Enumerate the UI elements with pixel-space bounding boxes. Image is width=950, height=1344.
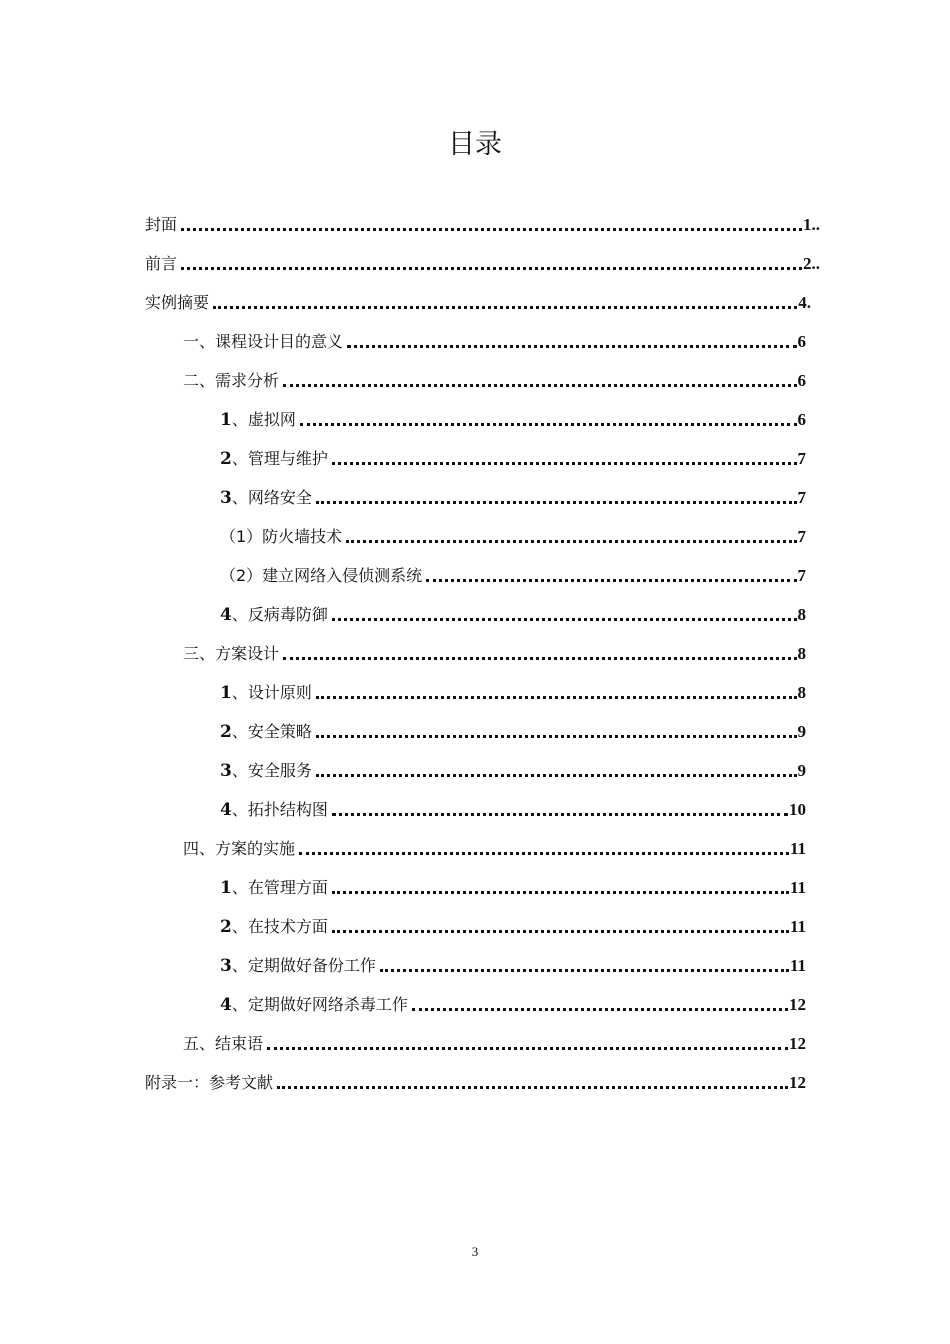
toc-entry-text: 、安全策略 — [231, 722, 312, 741]
toc-entry-number: 2 — [220, 449, 232, 469]
toc-entry[interactable] — [220, 484, 806, 508]
toc-entry-text: 附录一：参考文献 — [145, 1073, 274, 1092]
toc-entry-page: 6 — [797, 410, 806, 429]
toc-entry-label — [145, 293, 213, 313]
toc-entry-label — [145, 215, 181, 235]
toc-leader-dots — [277, 1086, 788, 1089]
toc-entry[interactable] — [220, 874, 806, 898]
toc-entry-label — [220, 995, 412, 1015]
toc-entry-label — [220, 800, 332, 820]
toc-leader-dots — [332, 618, 797, 621]
toc-leader-dots — [283, 657, 796, 660]
toc-entry-text: 、在技术方面 — [231, 917, 328, 936]
toc-entry[interactable] — [220, 679, 806, 703]
toc-leader-dots — [213, 306, 797, 309]
toc-entry-page: 1.. — [803, 215, 820, 234]
toc-entry-text: 、在管理方面 — [231, 878, 328, 897]
toc-entry-page: 8 — [797, 683, 806, 702]
toc-entry-label — [220, 410, 300, 430]
toc-entry-page: 7 — [797, 449, 806, 468]
toc-entry-label — [220, 566, 426, 586]
toc-entry[interactable] — [220, 718, 806, 742]
toc-entry-page: 11 — [789, 956, 806, 975]
toc-entry-number: 3 — [220, 761, 232, 781]
toc-entry[interactable] — [220, 991, 806, 1015]
toc-entry-label — [183, 1034, 267, 1054]
toc-entry-page: 9 — [797, 761, 806, 780]
toc-entry-text: 、网络安全 — [231, 488, 312, 507]
toc-entry[interactable] — [183, 835, 806, 859]
page-title: 目录 — [448, 129, 502, 160]
toc-entry-text: 、设计原则 — [231, 683, 312, 702]
toc-entry-text: 五、结束语 — [183, 1034, 264, 1053]
toc-entry[interactable] — [145, 1069, 806, 1093]
toc-entry-page: 4. — [798, 293, 811, 312]
toc-leader-dots — [332, 462, 797, 465]
toc-entry-page: 11 — [789, 839, 806, 858]
toc-entry-label — [220, 878, 332, 898]
toc-entry-page: 8 — [797, 605, 806, 624]
toc-entry[interactable] — [145, 289, 811, 313]
toc-entry-text: （1）防火墙技术 — [220, 527, 343, 546]
toc-entry-page: 11 — [789, 878, 806, 897]
toc-entry-text: 、安全服务 — [231, 761, 312, 780]
toc-entry-label — [220, 917, 332, 937]
toc-entry-page: 6 — [797, 371, 806, 390]
toc-entry-text: 、虚拟网 — [231, 410, 296, 429]
toc-entry-page: 6 — [797, 332, 806, 351]
toc-entry-text: 、管理与维护 — [231, 449, 328, 468]
toc-leader-dots — [299, 852, 789, 855]
toc-entry[interactable] — [220, 796, 806, 820]
toc-entry-text: 、反病毒防御 — [231, 605, 328, 624]
toc-entry[interactable] — [183, 367, 806, 391]
toc-entry-label — [220, 527, 346, 547]
toc-entry-number: 1 — [220, 410, 232, 430]
toc-entry-text: 四、方案的实施 — [183, 839, 296, 858]
toc-entry-page: 12 — [789, 1073, 806, 1092]
toc-entry-text: （2）建立网络入侵侦测系统 — [220, 566, 423, 585]
toc-entry-label — [220, 683, 316, 703]
toc-entry-number: 4 — [220, 800, 232, 820]
toc-leader-dots — [283, 384, 796, 387]
toc-leader-dots — [380, 969, 789, 972]
toc-leader-dots — [181, 267, 802, 270]
toc-entry[interactable] — [145, 250, 820, 274]
toc-entry-page: 8 — [797, 644, 806, 663]
toc-leader-dots — [346, 540, 796, 543]
toc-entry-number: 4 — [220, 995, 232, 1015]
toc-leader-dots — [316, 501, 797, 504]
toc-entry[interactable] — [220, 523, 806, 547]
toc-leader-dots — [316, 774, 797, 777]
toc-entry[interactable] — [183, 1030, 806, 1054]
toc-entry-page: 7 — [797, 566, 806, 585]
toc-entry-text: 实例摘要 — [145, 293, 210, 312]
toc-entry-label — [220, 956, 380, 976]
toc-entry-text: 、拓扑结构图 — [231, 800, 328, 819]
toc-leader-dots — [316, 696, 797, 699]
toc-entry-number: 1 — [220, 878, 232, 898]
toc-entry[interactable] — [220, 601, 806, 625]
toc-entry-label — [220, 449, 332, 469]
toc-entry-label — [220, 722, 316, 742]
toc-entry-text: 二、需求分析 — [183, 371, 280, 390]
toc-leader-dots — [426, 579, 796, 582]
toc-leader-dots — [300, 423, 797, 426]
page-number: 3 — [471, 1244, 479, 1259]
toc-entry-label — [145, 254, 181, 274]
toc-entry[interactable] — [220, 757, 806, 781]
toc-leader-dots — [267, 1047, 788, 1050]
toc-entry-label — [183, 644, 283, 664]
toc-entry-text: 三、方案设计 — [183, 644, 280, 663]
toc-entry-page: 12 — [789, 995, 806, 1014]
toc-entry-number: 1 — [220, 683, 232, 703]
toc-entry-text: 前言 — [145, 254, 178, 273]
toc-entry-page: 11 — [789, 917, 806, 936]
toc-entry-text: 、定期做好备份工作 — [231, 956, 376, 975]
toc-leader-dots — [332, 891, 789, 894]
toc-entry[interactable] — [220, 952, 806, 976]
toc-entry-label — [183, 332, 347, 352]
toc-leader-dots — [181, 228, 802, 231]
toc-entry[interactable] — [220, 913, 806, 937]
toc-entry-text: 封面 — [145, 215, 178, 234]
toc-entry-label — [183, 839, 299, 859]
toc-entry-text: 、定期做好网络杀毒工作 — [231, 995, 408, 1014]
toc-entry-label — [220, 488, 316, 508]
toc-entry-number: 3 — [220, 488, 232, 508]
toc-leader-dots — [316, 735, 797, 738]
toc-entry-text: 一、课程设计目的意义 — [183, 332, 344, 351]
toc-entry[interactable] — [145, 211, 820, 235]
toc-entry-number: 4 — [220, 605, 232, 625]
toc-entry[interactable] — [220, 562, 806, 586]
toc-leader-dots — [332, 813, 788, 816]
toc-entry-number: 2 — [220, 722, 232, 742]
toc-entry-label — [183, 371, 283, 391]
toc-entry[interactable] — [183, 640, 806, 664]
toc-entry-page: 10 — [789, 800, 806, 819]
toc-entry-label — [220, 605, 332, 625]
toc-entry-number: 3 — [220, 956, 232, 976]
toc-entry[interactable] — [183, 328, 806, 352]
toc-entry[interactable] — [220, 445, 806, 469]
toc-leader-dots — [412, 1008, 788, 1011]
toc-entry-page: 12 — [789, 1034, 806, 1053]
toc-leader-dots — [332, 930, 789, 933]
toc-entry-label — [220, 761, 316, 781]
toc-entry-page: 9 — [797, 722, 806, 741]
toc-leader-dots — [347, 345, 796, 348]
toc-entry[interactable] — [220, 406, 806, 430]
toc-entry-number: 2 — [220, 917, 232, 937]
toc-entry-page: 7 — [797, 527, 806, 546]
toc-entry-page: 2.. — [803, 254, 820, 273]
toc-entry-label — [145, 1073, 277, 1093]
toc-entry-page: 7 — [797, 488, 806, 507]
